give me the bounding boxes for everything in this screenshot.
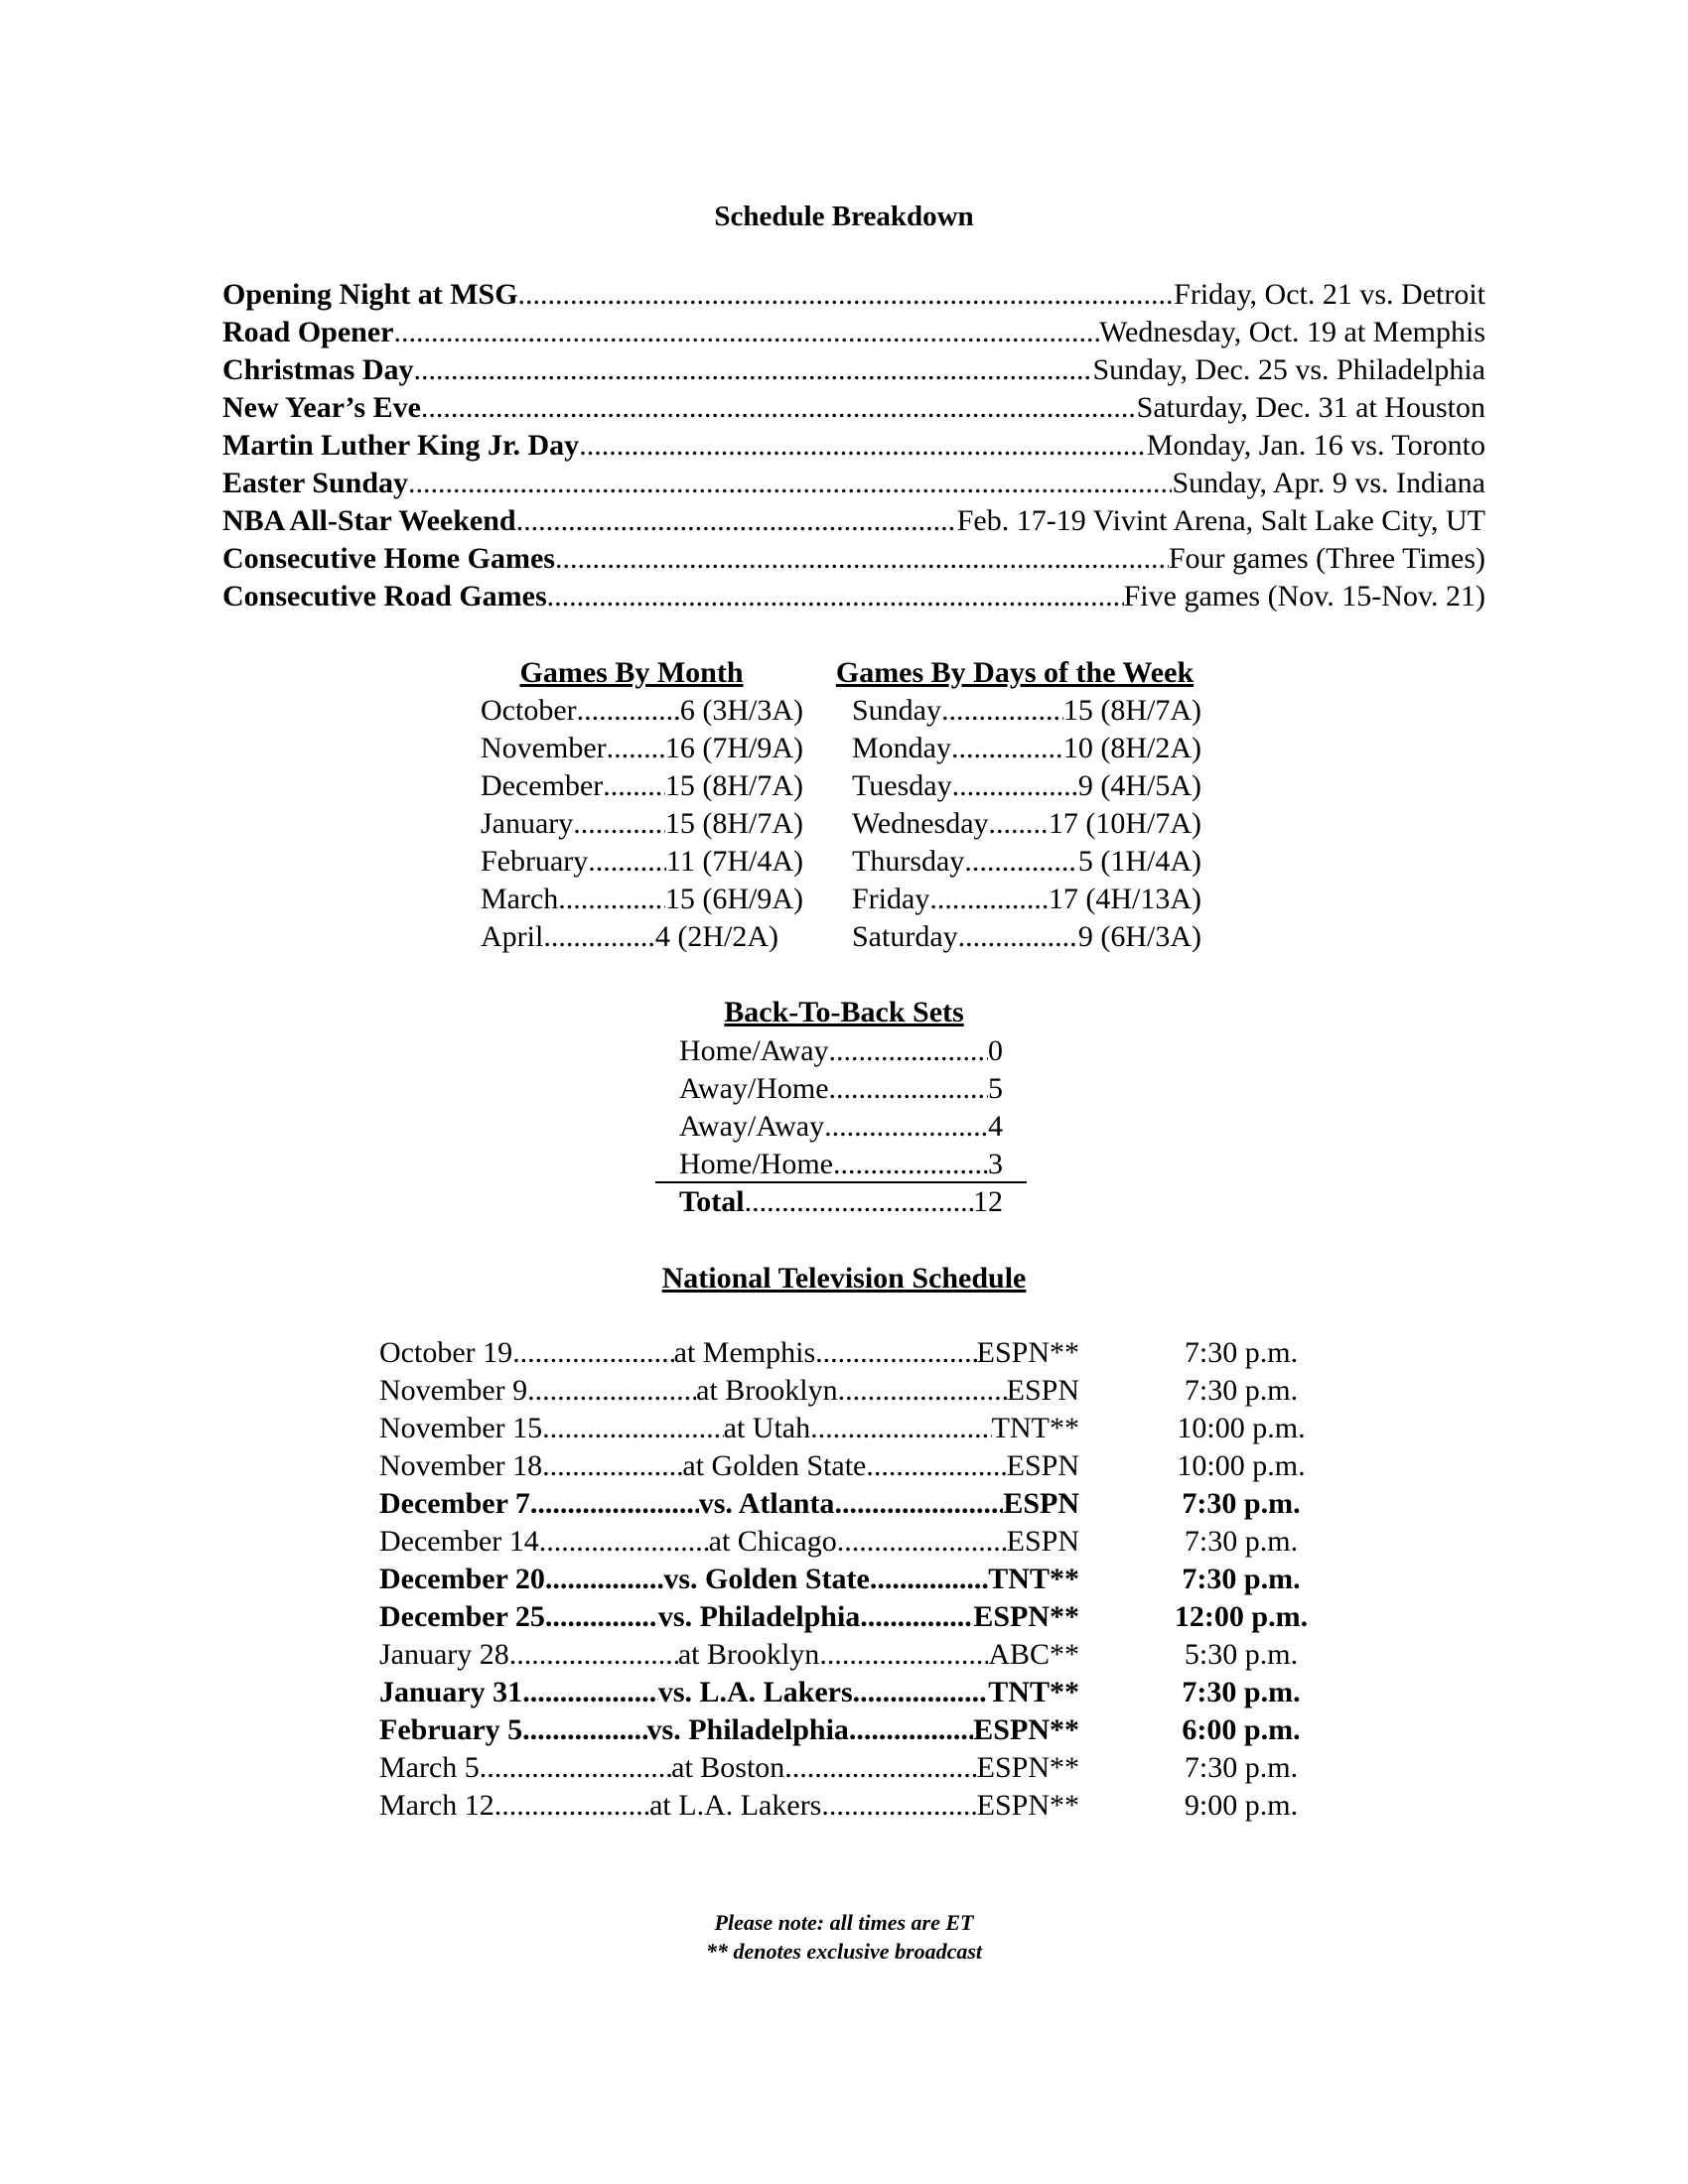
tv-game-leader (379, 1447, 1079, 1485)
tv-game-network: ESPN (1006, 1374, 1079, 1407)
tv-game-network: ESPN (1006, 1449, 1079, 1482)
tv-game-date: February 5 (379, 1713, 523, 1746)
breakdown-value: Sunday, Dec. 25 vs. Philadelphia (1092, 353, 1485, 386)
tv-game-date: January 28 (379, 1638, 509, 1671)
leader-dots (512, 1334, 674, 1372)
national-tv-heading: National Television Schedule (661, 1262, 1027, 1295)
tv-game-row (367, 1636, 1321, 1674)
tv-game-time: 5:30 p.m. (1184, 1638, 1299, 1671)
tv-game-leader (379, 1523, 1079, 1561)
leader-dots (558, 881, 665, 918)
breakdown-row (222, 427, 1485, 465)
breakdown-value: Five games (Nov. 15-Nov. 21) (1123, 580, 1485, 613)
leader-dots (545, 1598, 658, 1636)
breakdown-label: NBA All-Star Weekend (222, 504, 516, 537)
day-value: 9 (6H/3A) (1077, 920, 1201, 953)
tv-game-leader (379, 1749, 1079, 1787)
b2b-label: Away/Home (679, 1072, 829, 1105)
tv-game-opponent: at Memphis (673, 1336, 816, 1369)
leader-dots (837, 1523, 1007, 1561)
breakdown-row (222, 389, 1485, 427)
b2b-label: Away/Away (679, 1110, 825, 1143)
tv-game-opponent: vs. Philadelphia (646, 1713, 849, 1746)
tv-game-leader (379, 1598, 1079, 1636)
leader-dots (542, 1447, 682, 1485)
tv-game-date: March 12 (379, 1789, 494, 1822)
day-row (852, 692, 1201, 730)
b2b-value: 5 (988, 1072, 1003, 1105)
leader-dots (414, 351, 1093, 389)
tv-game-row (367, 1711, 1321, 1749)
day-row (852, 805, 1201, 843)
breakdown-label: Christmas Day (222, 353, 414, 386)
leader-dots (516, 502, 957, 540)
tv-game-time: 10:00 p.m. (1177, 1449, 1306, 1482)
tv-game-date: December 7 (379, 1487, 530, 1520)
leader-dots (745, 1183, 973, 1221)
month-value: 6 (3H/3A) (679, 694, 803, 727)
tv-game-opponent: at Golden State (682, 1449, 867, 1482)
leader-dots (833, 1146, 988, 1183)
leader-dots (539, 1523, 709, 1561)
month-label: March (481, 883, 559, 915)
month-row (481, 843, 803, 881)
tv-game-opponent: vs. Golden State (663, 1563, 870, 1595)
leader-dots (494, 1787, 649, 1825)
leader-dots (543, 918, 655, 956)
tv-game-time: 7:30 p.m. (1182, 1676, 1301, 1708)
b2b-value: 4 (988, 1110, 1003, 1143)
tv-game-date: January 31 (379, 1676, 523, 1708)
tv-game-date: December 25 (379, 1600, 545, 1633)
month-row (481, 805, 803, 843)
breakdown-label: Road Opener (222, 316, 394, 348)
tv-game-time: 7:30 p.m. (1182, 1563, 1301, 1595)
leader-dots (530, 1485, 699, 1523)
breakdown-value: Saturday, Dec. 31 at Houston (1136, 391, 1485, 424)
breakdown-value: Wednesday, Oct. 19 at Memphis (1099, 316, 1485, 348)
tv-game-time: 7:30 p.m. (1182, 1487, 1301, 1520)
leader-dots (964, 843, 1078, 881)
leader-dots (542, 1410, 724, 1447)
b2b-label: Home/Away (679, 1034, 829, 1067)
day-value: 17 (10H/7A) (1048, 807, 1201, 840)
day-row (852, 918, 1201, 956)
month-label: February (481, 845, 589, 878)
tv-game-network: ESPN (1003, 1487, 1079, 1520)
b2b-row (679, 1146, 1003, 1183)
month-label: January (481, 807, 574, 840)
month-row (481, 881, 803, 918)
breakdown-label: Easter Sunday (222, 467, 409, 499)
tv-game-leader (379, 1410, 1079, 1447)
b2b-total-label: Total (679, 1185, 745, 1218)
tv-game-time: 7:30 p.m. (1184, 1374, 1299, 1407)
breakdown-label: Martin Luther King Jr. Day (222, 429, 580, 462)
breakdown-row (222, 502, 1485, 540)
tv-game-leader (379, 1787, 1079, 1825)
breakdown-row (222, 351, 1485, 389)
day-label: Wednesday (852, 807, 989, 840)
breakdown-row (222, 276, 1485, 314)
day-value: 17 (4H/13A) (1048, 883, 1201, 915)
schedule-breakdown (222, 276, 1485, 615)
games-by-month-heading: Games By Month (519, 656, 744, 689)
leader-dots (547, 578, 1124, 615)
tv-game-opponent: at Boston (671, 1751, 785, 1784)
leader-dots (522, 1674, 658, 1711)
tv-game-row (367, 1410, 1321, 1447)
breakdown-value: Feb. 17-19 Vivint Arena, Salt Lake City, UT (956, 504, 1485, 537)
tv-game-time: 12:00 p.m. (1174, 1600, 1309, 1633)
day-label: Friday (852, 883, 930, 915)
b2b-value: 3 (988, 1148, 1003, 1180)
leader-dots (829, 1070, 988, 1108)
games-by-month-table (481, 692, 803, 956)
day-value: 5 (1H/4A) (1077, 845, 1201, 878)
b2b-total-value: 12 (973, 1185, 1003, 1218)
tv-game-row (367, 1674, 1321, 1711)
b2b-total-row (679, 1183, 1003, 1221)
tv-game-opponent: at Brooklyn (677, 1638, 820, 1671)
tv-game-time: 7:30 p.m. (1184, 1336, 1299, 1369)
leader-dots (821, 1787, 976, 1825)
leader-dots (951, 730, 1063, 767)
leader-dots (545, 1561, 663, 1598)
b2b-row (679, 1108, 1003, 1146)
leader-dots (866, 1447, 1006, 1485)
tv-game-time: 7:30 p.m. (1184, 1525, 1299, 1558)
tv-game-date: November 18 (379, 1449, 543, 1482)
day-label: Tuesday (852, 769, 952, 802)
tv-game-leader (379, 1561, 1079, 1598)
page-title: Schedule Breakdown (714, 201, 974, 232)
month-row (481, 692, 803, 730)
leader-dots (579, 427, 1147, 465)
month-row (481, 918, 778, 956)
day-label: Thursday (852, 845, 965, 878)
tv-game-row (367, 1447, 1321, 1485)
tv-game-network: ABC** (988, 1638, 1079, 1671)
leader-dots (958, 918, 1078, 956)
tv-game-time: 10:00 p.m. (1177, 1412, 1306, 1444)
tv-game-opponent: vs. L.A. Lakers (657, 1676, 853, 1708)
national-tv-schedule (367, 1334, 1321, 1825)
leader-dots (421, 389, 1137, 427)
tv-game-time: 7:30 p.m. (1184, 1751, 1299, 1784)
leader-dots (815, 1334, 977, 1372)
breakdown-value: Monday, Jan. 16 vs. Toronto (1146, 429, 1485, 462)
breakdown-label: Consecutive Road Games (222, 580, 547, 613)
month-value: 16 (7H/9A) (664, 732, 803, 764)
leader-dots (824, 1108, 988, 1146)
leader-dots (849, 1711, 973, 1749)
tv-game-row (367, 1561, 1321, 1598)
leader-dots (860, 1598, 973, 1636)
day-row (852, 843, 1201, 881)
tv-game-date: December 14 (379, 1525, 539, 1558)
tv-game-date: November 15 (379, 1412, 543, 1444)
leader-dots (603, 767, 665, 805)
day-value: 10 (8H/2A) (1062, 732, 1201, 764)
month-label: October (481, 694, 577, 727)
leader-dots (408, 465, 1172, 502)
tv-game-row (367, 1372, 1321, 1410)
tv-game-date: November 9 (379, 1374, 528, 1407)
breakdown-label: Opening Night at MSG (222, 278, 518, 311)
b2b-row (679, 1032, 1003, 1070)
tv-game-row (367, 1523, 1321, 1561)
leader-dots (989, 805, 1049, 843)
tv-game-row (367, 1598, 1321, 1636)
month-value: 15 (8H/7A) (664, 769, 803, 802)
back-to-back-table (679, 1032, 1003, 1221)
day-value: 9 (4H/5A) (1077, 769, 1201, 802)
tv-game-network: TNT** (988, 1563, 1079, 1595)
breakdown-value: Friday, Oct. 21 vs. Detroit (1174, 278, 1485, 311)
breakdown-value: Sunday, Apr. 9 vs. Indiana (1172, 467, 1485, 499)
games-by-day-heading: Games By Days of the Week (835, 656, 1195, 689)
leader-dots (834, 1485, 1003, 1523)
tv-game-opponent: vs. Atlanta (698, 1487, 835, 1520)
breakdown-row (222, 540, 1485, 578)
month-value: 11 (7H/4A) (665, 845, 803, 878)
tv-game-leader (379, 1334, 1079, 1372)
back-to-back-heading: Back-To-Back Sets (724, 996, 964, 1028)
month-label: December (481, 769, 604, 802)
month-value: 15 (6H/9A) (664, 883, 803, 915)
tv-game-network: ESPN** (976, 1751, 1079, 1784)
leader-dots (588, 843, 666, 881)
tv-game-row (367, 1749, 1321, 1787)
breakdown-label: New Year’s Eve (222, 391, 421, 424)
tv-game-opponent: at Brooklyn (696, 1374, 838, 1407)
tv-game-row (367, 1334, 1321, 1372)
tv-game-row (367, 1787, 1321, 1825)
tv-game-leader (379, 1485, 1079, 1523)
b2b-label: Home/Home (679, 1148, 833, 1180)
leader-dots (941, 692, 1063, 730)
leader-dots (870, 1561, 988, 1598)
leader-dots (929, 881, 1049, 918)
breakdown-value: Four games (Three Times) (1168, 542, 1485, 575)
day-row (852, 881, 1201, 918)
leader-dots (555, 540, 1169, 578)
tv-game-leader (379, 1636, 1079, 1674)
tv-game-opponent: at Utah (723, 1412, 811, 1444)
total-divider (655, 1181, 1027, 1183)
tv-game-network: ESPN** (973, 1713, 1079, 1746)
day-value: 15 (8H/7A) (1062, 694, 1201, 727)
times-note: Please note: all times are ET (714, 1910, 974, 1935)
b2b-row (679, 1070, 1003, 1108)
month-value: 15 (8H/7A) (664, 807, 803, 840)
tv-game-leader (379, 1711, 1079, 1749)
leader-dots (509, 1636, 678, 1674)
day-label: Monday (852, 732, 951, 764)
leader-dots (480, 1749, 671, 1787)
tv-game-date: December 20 (379, 1563, 545, 1595)
leader-dots (829, 1032, 988, 1070)
day-row (852, 730, 1201, 767)
leader-dots (394, 314, 1100, 351)
leader-dots (853, 1674, 989, 1711)
tv-game-opponent: vs. Philadelphia (657, 1600, 861, 1633)
day-row (852, 767, 1201, 805)
tv-game-network: TNT** (988, 1676, 1079, 1708)
leader-dots (607, 730, 665, 767)
tv-game-opponent: at Chicago (708, 1525, 837, 1558)
tv-game-network: ESPN** (973, 1600, 1079, 1633)
tv-game-opponent: at L.A. Lakers (649, 1789, 822, 1822)
tv-game-row (367, 1485, 1321, 1523)
leader-dots (838, 1372, 1007, 1410)
leader-dots (522, 1711, 646, 1749)
leader-dots (952, 767, 1078, 805)
leader-dots (810, 1410, 992, 1447)
games-by-day-table (852, 692, 1201, 956)
month-value: 4 (2H/2A) (654, 920, 778, 953)
leader-dots (527, 1372, 696, 1410)
tv-game-leader (379, 1372, 1079, 1410)
leader-dots (819, 1636, 988, 1674)
tv-game-time: 9:00 p.m. (1184, 1789, 1299, 1822)
breakdown-row (222, 578, 1485, 615)
breakdown-row (222, 314, 1485, 351)
breakdown-label: Consecutive Home Games (222, 542, 555, 575)
tv-game-leader (379, 1674, 1079, 1711)
tv-game-network: ESPN** (976, 1336, 1079, 1369)
leader-dots (577, 692, 680, 730)
tv-game-date: October 19 (379, 1336, 513, 1369)
month-row (481, 767, 803, 805)
day-label: Saturday (852, 920, 958, 953)
day-label: Sunday (852, 694, 941, 727)
breakdown-row (222, 465, 1485, 502)
leader-dots (518, 276, 1175, 314)
month-label: April (481, 920, 544, 953)
leader-dots (573, 805, 665, 843)
tv-game-network: TNT** (991, 1412, 1079, 1444)
tv-game-network: ESPN (1006, 1525, 1079, 1558)
tv-game-date: March 5 (379, 1751, 480, 1784)
b2b-value: 0 (988, 1034, 1003, 1067)
month-label: November (481, 732, 607, 764)
leader-dots (784, 1749, 976, 1787)
tv-game-time: 6:00 p.m. (1182, 1713, 1301, 1746)
month-row (481, 730, 803, 767)
exclusive-note: ** denotes exclusive broadcast (705, 1939, 983, 1964)
tv-game-network: ESPN** (976, 1789, 1079, 1822)
